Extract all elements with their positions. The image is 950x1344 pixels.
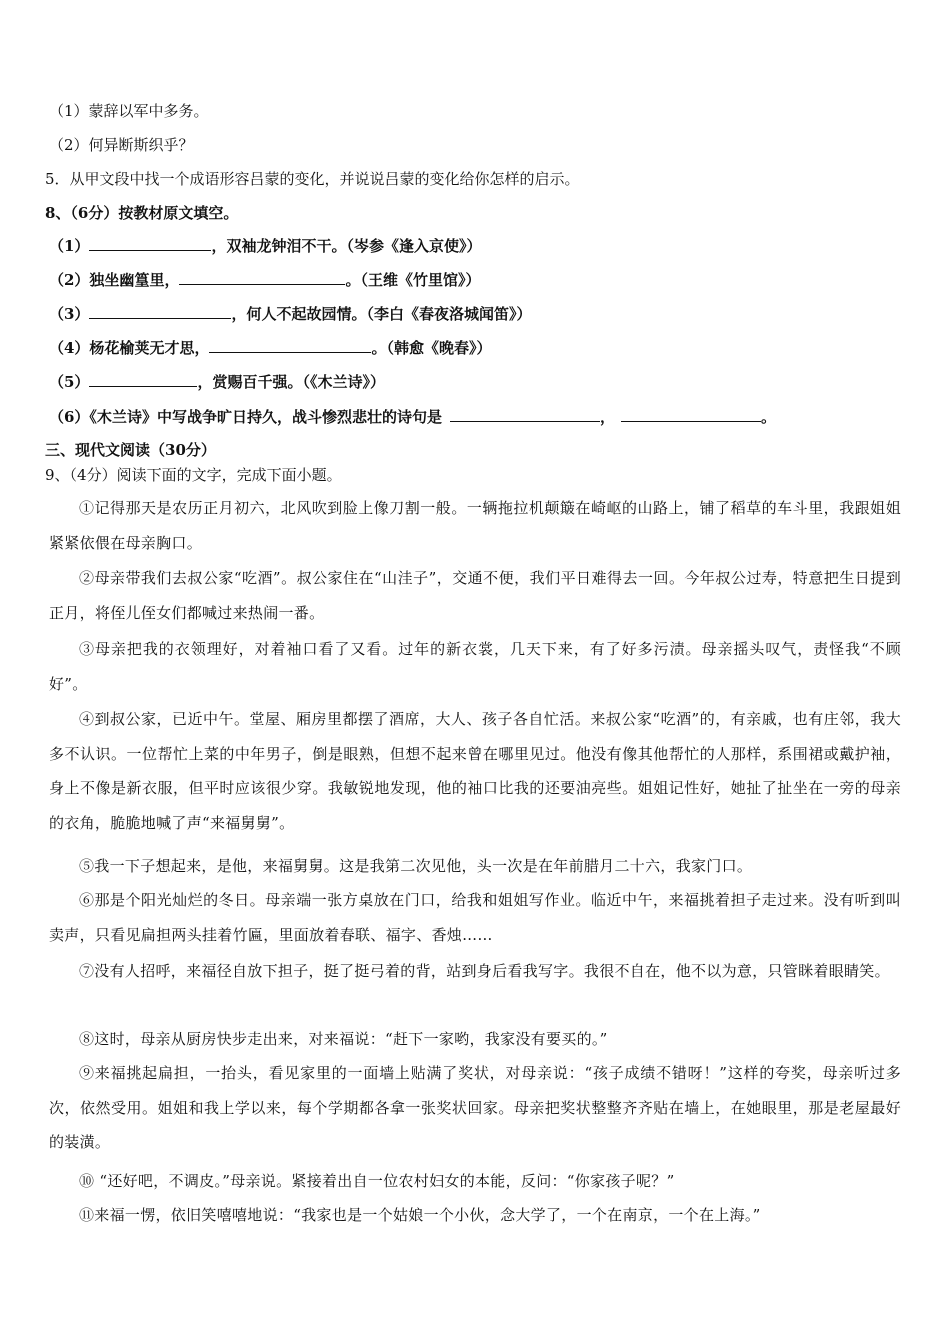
answer-blank	[179, 270, 345, 285]
fill-item-4: （4）杨花榆荚无才思， 。（韩愈《晚春》）	[49, 339, 492, 357]
fill-item-6: （6）《木兰诗》中写战争旷日持久，战斗惨烈悲壮的诗句是 ， 。	[49, 408, 776, 426]
question-5: 5．从甲文段中找一个成语形容吕蒙的变化，并说说吕蒙的变化给你怎样的启示。	[45, 170, 580, 188]
question-1: （1）蒙辞以军中多务。	[49, 102, 209, 120]
paragraph-7: ⑦没有人招呼，来福径自放下担子，挺了挺弓着的背，站到身后看我写字。我很不自在，他不以为意，只管眯着眼睛笑。	[79, 962, 890, 980]
paragraph-1: ①记得那天是农历正月初六，北风吹到脸上像刀割一般。一辆拖拉机颠簸在崎岖的山路上，铺了稻草的车斗里，我跟姐姐紧紧依偎在母亲胸口。	[49, 499, 901, 552]
question-9: 9、（4分）阅读下面的文字，完成下面小题。	[45, 466, 342, 484]
paragraph-10: ⑩ “还好吧，不调皮。”母亲说。紧接着出自一位农村妇女的本能，反问：“你家孩子呢？”	[79, 1172, 675, 1190]
answer-blank	[89, 236, 211, 251]
fill-item-1: （1） ，双袖龙钟泪不干。（岑参《逢入京使》）	[49, 237, 482, 255]
fill-item-5: （5） ，赏赐百千强。（《木兰诗》）	[49, 373, 385, 391]
answer-blank	[89, 372, 197, 387]
answer-blank	[209, 338, 371, 353]
section-8-title: 8、（6分）按教材原文填空。	[45, 204, 239, 222]
answer-blank	[450, 407, 600, 422]
paragraph-3: ③母亲把我的衣领理好，对着袖口看了又看。过年的新衣裳，几天下来，有了好多污渍。母亲摇头叹气，责怪我“不顾好”。	[49, 640, 901, 693]
section-3-title: 三、现代文阅读（30分）	[45, 441, 216, 459]
paragraph-4: ④到叔公家，已近中午。堂屋、厢房里都摆了酒席，大人、孩子各自忙活。来叔公家“吃酒”的，有亲戚，也有庄邻，我大多不认识。一位帮忙上菜的中年男子，倒是眼熟，但想不起来曾在哪里见过。他没有像其他帮忙的人那样，系围裙或戴护袖，身上不像是新衣服，但平时应该很少穿。我敏锐地发现，他的袖口比我的还要油亮些。姐姐记性好，她扯了扯坐在一旁的母亲的衣角，脆脆地喊了声“来福舅舅”。	[49, 710, 901, 832]
answer-blank	[89, 304, 231, 319]
paragraph-9: ⑨来福挑起扁担，一抬头，看见家里的一面墙上贴满了奖状，对母亲说：“孩子成绩不错呀！”这样的夸奖，母亲听过多次，依然受用。姐姐和我上学以来，每个学期都各拿一张奖状回家。母亲把奖状整整齐齐贴在墙上，在她眼里，那是老屋最好的装潢。	[49, 1064, 901, 1151]
fill-item-2: （2）独坐幽篁里， 。（王维《竹里馆》）	[49, 271, 481, 289]
paragraph-11: ⑪来福一愣，依旧笑嘻嘻地说：“我家也是一个姑娘一个小伙，念大学了，一个在南京，一个在上海。”	[79, 1206, 761, 1224]
question-2: （2）何异断斯织乎？	[49, 136, 194, 154]
answer-blank	[621, 407, 761, 422]
paragraph-2: ②母亲带我们去叔公家“吃酒”。叔公家住在“山洼子”，交通不便，我们平日难得去一回。今年叔公过寿，特意把生日提到正月，将侄儿侄女们都喊过来热闹一番。	[49, 569, 901, 622]
paragraph-8: ⑧这时，母亲从厨房快步走出来，对来福说：“赶下一家哟，我家没有要买的。”	[79, 1030, 608, 1048]
paragraph-5: ⑤我一下子想起来，是他，来福舅舅。这是我第二次见他，头一次是在年前腊月二十六，我家门口。	[79, 857, 753, 875]
fill-item-3: （3） ，何人不起故园情。（李白《春夜洛城闻笛》）	[49, 305, 532, 323]
paragraph-6: ⑥那是个阳光灿烂的冬日。母亲端一张方桌放在门口，给我和姐姐写作业。临近中午，来福挑着担子走过来。没有听到叫卖声，只看见扁担两头挂着竹匾，里面放着春联、福字、香烛……	[49, 891, 901, 944]
